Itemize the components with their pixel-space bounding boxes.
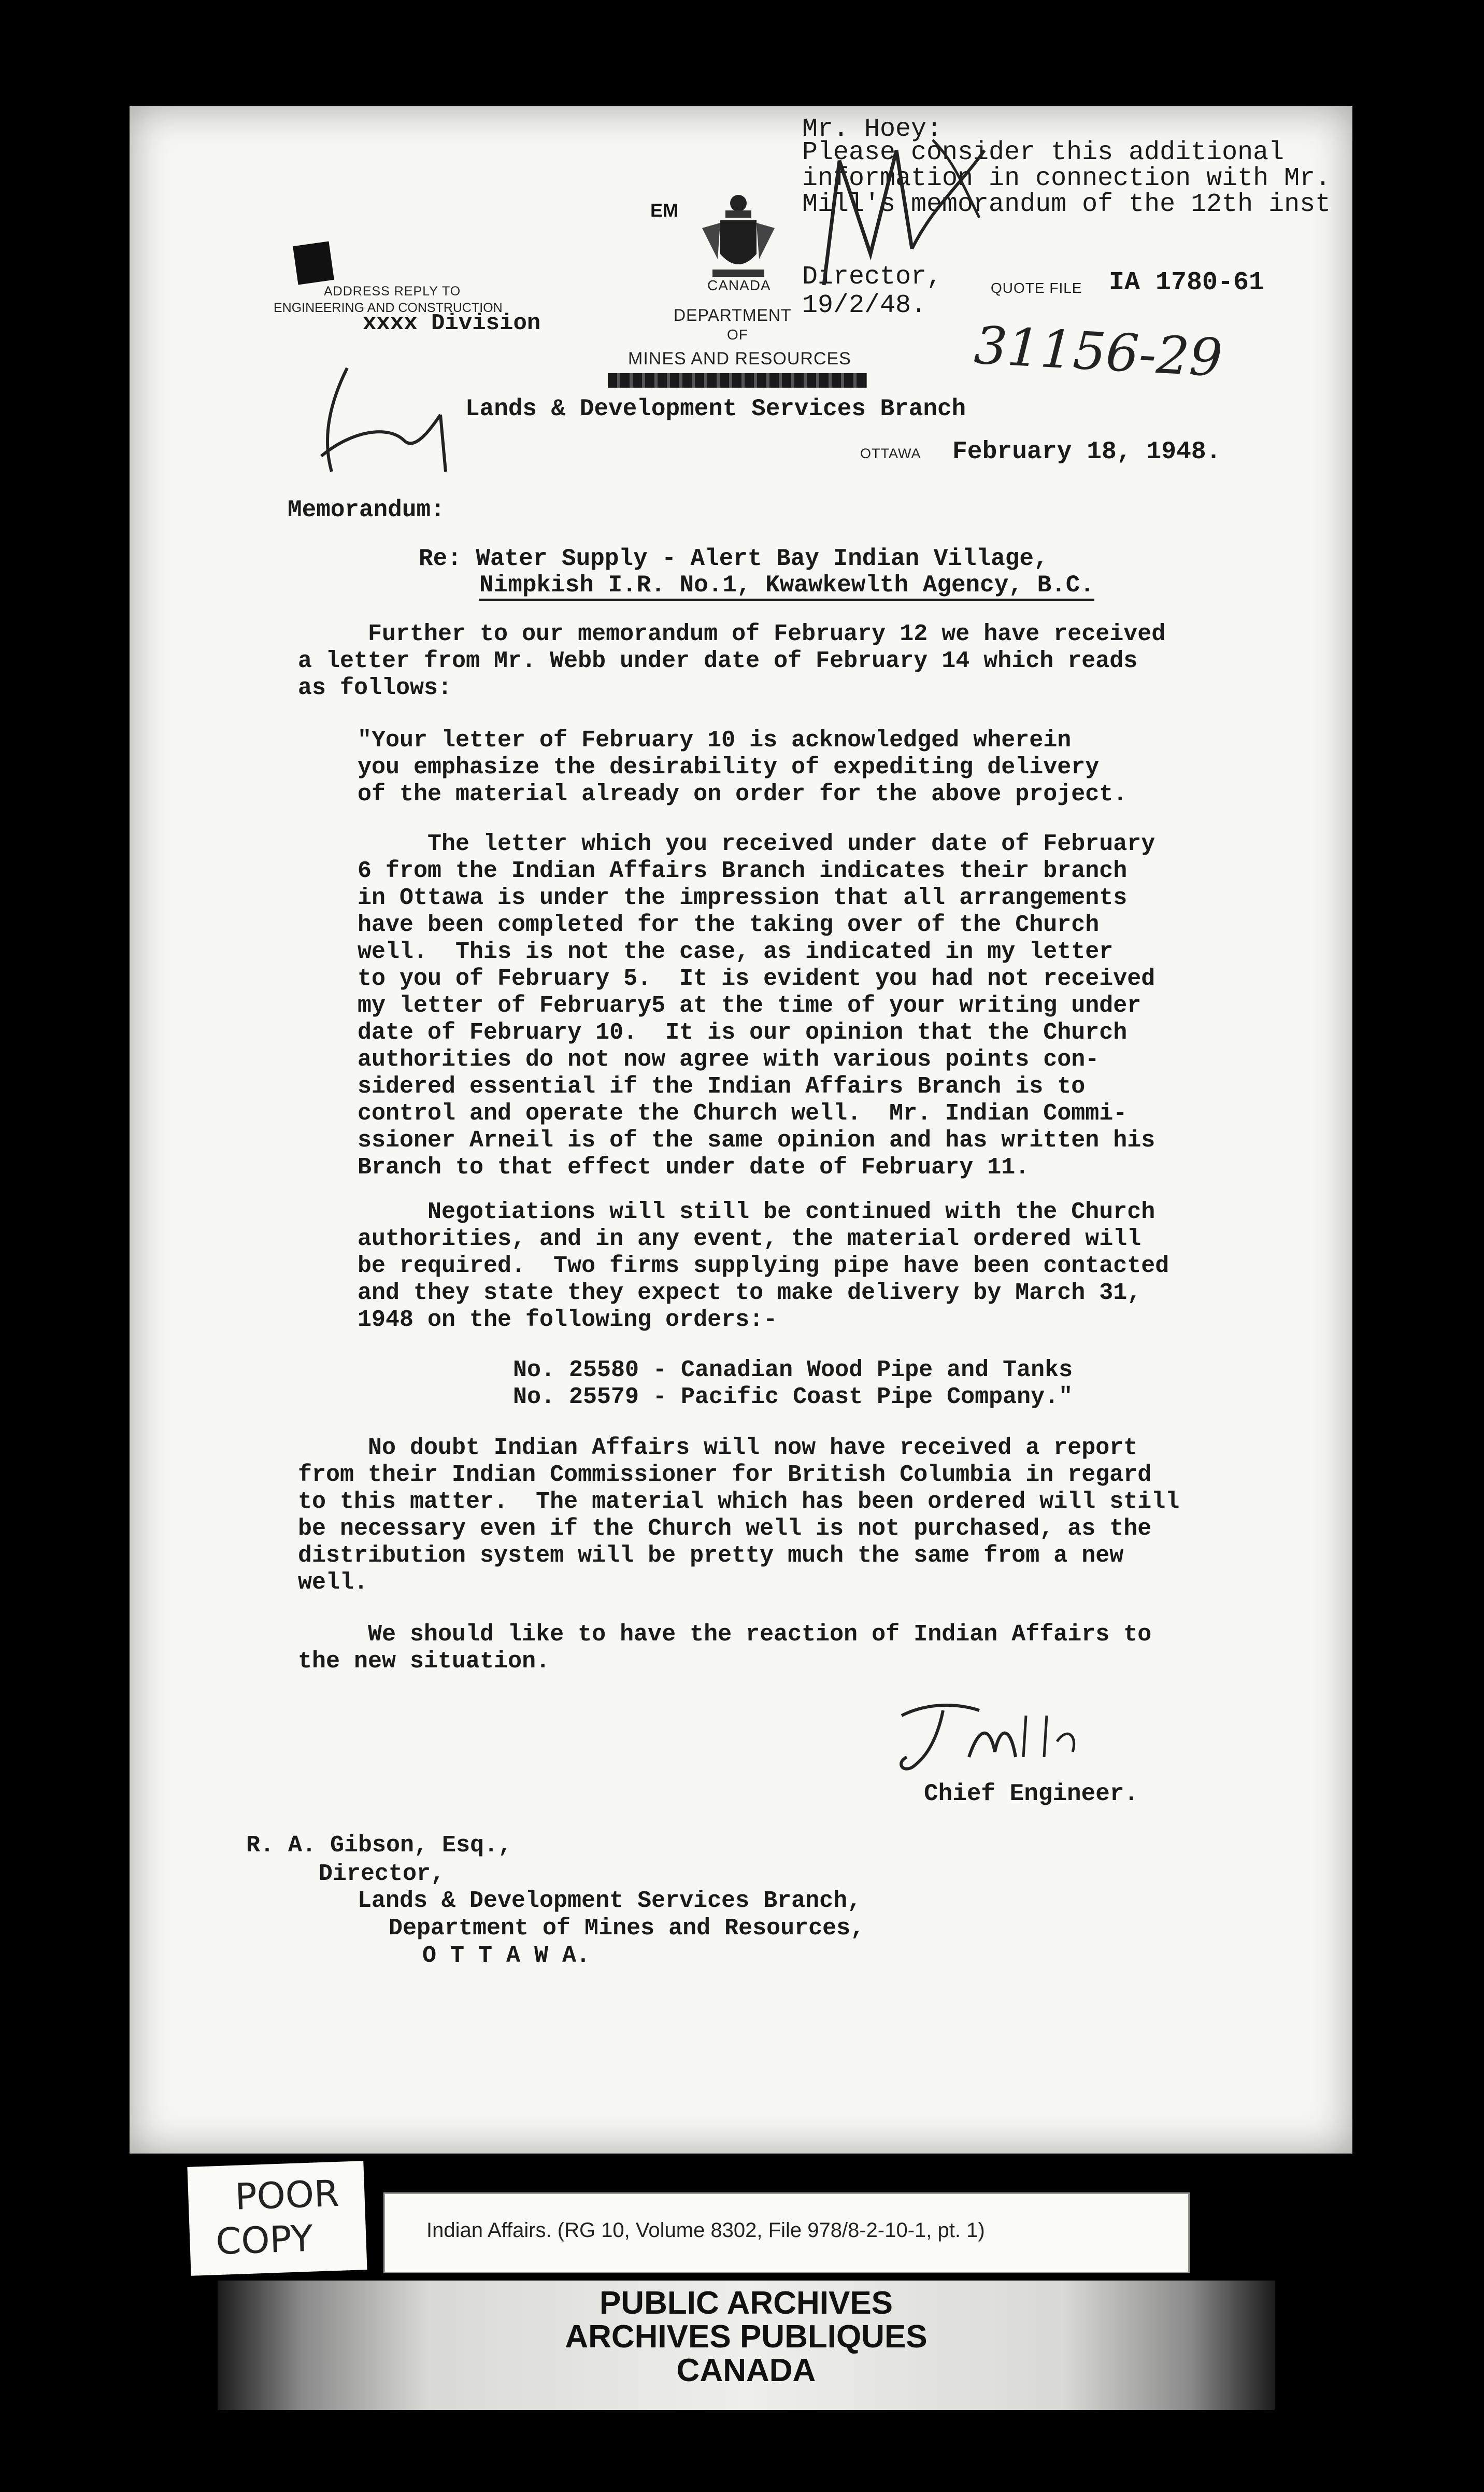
archives-stamp-line-1: PUBLIC ARCHIVES	[599, 2285, 893, 2321]
addressee-title: Director,	[319, 1861, 445, 1887]
archive-citation-box	[383, 2192, 1190, 2273]
handwritten-annotation	[311, 352, 477, 487]
memo-note-line-5: Director,	[802, 262, 943, 292]
registration-mark	[293, 241, 334, 285]
of-label: OF	[727, 327, 748, 343]
handwritten-file-number: 31156-29	[973, 315, 1224, 389]
quote-paragraph-2: The letter which you received under date of February 6 from the Indian Affairs Branch indicates their branch in Ottawa is under the impression that all arrangements have been completed for the taking over of the Church well. This is not the case, as indicated in my letter to you of February 5. It is evident you had not received my letter of February5 at the time of your writing under date of February 10. It is our opinion that the Church authorities do not now agree with various points con- sidered essential if the Indian Affairs Branch is to control and operate the Church well. Mr. Indian Commi- ssioner Arneil is of the same opinion and has written his Branch to that effect under date of February 11.	[358, 831, 1155, 1181]
paragraph-intro: Further to our memorandum of February 12 we have received a letter from Mr. Webb under date of February 14 which reads as follows:	[298, 621, 1166, 701]
poor-copy-line-1: POOR	[234, 2172, 340, 2218]
archives-stamp	[218, 2281, 1275, 2410]
addressee-department: Department of Mines and Resources,	[389, 1915, 865, 1942]
order-line-2: No. 25579 - Pacific Coast Pipe Company."	[513, 1384, 1073, 1410]
addressee-name: R. A. Gibson, Esq.,	[246, 1832, 512, 1859]
memo-note-line-4: Mill's memorandum of the 12th inst	[802, 190, 1331, 219]
memo-heading: Memorandum:	[288, 497, 445, 523]
quote-paragraph-1: "Your letter of February 10 is acknowledged wherein you emphasize the desirability of expediting delivery of the material already on order for the above project.	[358, 727, 1128, 808]
archives-stamp-line-2: ARCHIVES PUBLIQUES	[565, 2319, 928, 2355]
letter-date: February 18, 1948.	[952, 438, 1221, 466]
quote-file-label: QUOTE FILE	[991, 280, 1082, 296]
order-line-1: No. 25580 - Canadian Wood Pipe and Tanks	[513, 1357, 1073, 1383]
division-line: xxxx Division	[363, 310, 541, 336]
paragraph-reaction: We should like to have the reaction of Indian Affairs to the new situation.	[298, 1621, 1152, 1675]
quote-paragraph-3: Negotiations will still be continued with the Church authorities, and in any event, the material ordered will be required. Two firms supplying pipe have been contacted and they state they expect to make delivery by March 31, 1948 on the following orders:-	[358, 1199, 1169, 1333]
poor-copy-label	[187, 2161, 367, 2276]
memo-note-line-3: information in connection with Mr.	[802, 164, 1331, 193]
archives-stamp-line-3: CANADA	[676, 2353, 816, 2388]
paragraph-report: No doubt Indian Affairs will now have received a report from their Indian Commissioner for British Columbia in regard to this matter. The material which has been ordered will still be necessary even if the Church well is not purchased, as the distribution system will be pretty much the same from a new well.	[298, 1435, 1180, 1596]
canada-label: CANADA	[707, 277, 771, 293]
handwritten-initials	[808, 130, 1000, 301]
department-label: DEPARTMENT	[674, 306, 792, 324]
memo-note-line-6: 19/2/48.	[802, 291, 927, 320]
quote-file-value: IA 1780-61	[1109, 268, 1265, 298]
signature-image	[891, 1695, 1088, 1783]
address-reply-line-1: ADDRESS REPLY TO	[324, 284, 461, 299]
struck-out-text	[608, 371, 820, 398]
letterhead-initials: EM	[650, 200, 678, 221]
branch-line: Lands & Development Services Branch	[465, 395, 966, 422]
re-line-1: Re: Water Supply - Alert Bay Indian Village,	[419, 545, 1048, 572]
address-reply-line-2: ENGINEERING AND CONSTRUCTION	[274, 301, 503, 315]
archive-citation: Indian Affairs. (RG 10, Volume 8302, File 978/8-2-10-1, pt. 1)	[426, 2219, 985, 2242]
poor-copy-line-2: COPY	[215, 2217, 314, 2263]
signer-title: Chief Engineer.	[924, 1780, 1139, 1807]
addressee-branch: Lands & Development Services Branch,	[358, 1888, 862, 1914]
memo-note-line-2: Please consider this additional	[802, 138, 1285, 167]
memo-note-line-1: Mr. Hoey:	[802, 115, 943, 144]
mines-resources-label: MINES AND RESOURCES	[628, 349, 851, 369]
ottawa-label: OTTAWA	[860, 446, 921, 461]
re-line-2: Nimpkish I.R. No.1, Kwawkewlth Agency, B.C.	[479, 572, 1094, 601]
coat-of-arms-icon	[697, 192, 780, 285]
addressee-city: O T T A W A.	[422, 1943, 591, 1969]
